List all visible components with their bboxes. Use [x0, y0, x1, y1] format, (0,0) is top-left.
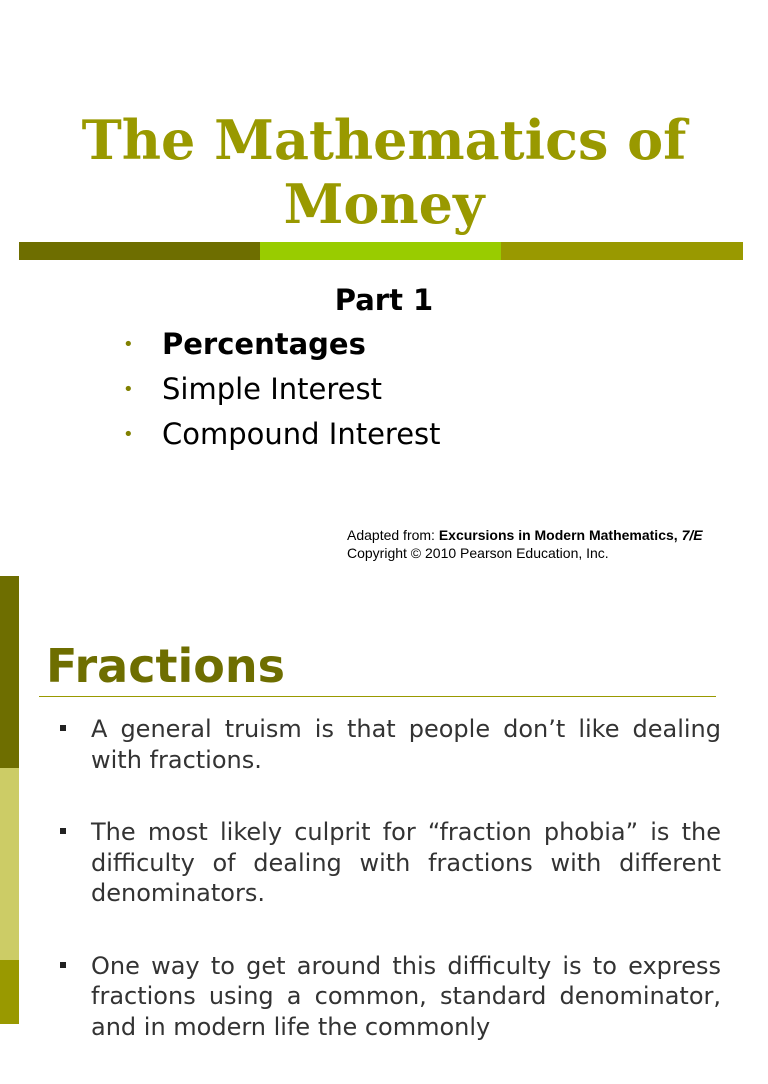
sidebar-band-dark: [0, 576, 19, 768]
slide-title: [0, 108, 768, 236]
source-credit: [347, 526, 703, 562]
credit-book: Excursions in Modern Mathematics,: [438, 527, 682, 543]
sidebar-band-light: [0, 768, 19, 960]
bullet-text: The most likely culprit for “fraction phobia” is the difficulty of dealing with fractions with different denominators.: [91, 818, 721, 907]
heading-rule: [39, 696, 716, 697]
topic-label: Compound Interest: [162, 417, 441, 451]
title-line-2: Money: [283, 172, 485, 236]
square-bullet-icon: [60, 828, 66, 834]
credit-line-1: [347, 526, 703, 544]
bullet-item: [60, 817, 721, 909]
bullet-icon: •: [123, 379, 134, 400]
topic-label: Simple Interest: [162, 372, 382, 406]
sidebar-band-mid: [0, 960, 19, 1024]
fractions-slide: [0, 576, 768, 1041]
bullet-list: [60, 714, 721, 1084]
square-bullet-icon: [60, 725, 66, 731]
bullet-item: [60, 714, 721, 775]
divider-stripe-dark: [19, 242, 260, 260]
topic-list: [120, 322, 441, 457]
divider-stripe-mid: [501, 242, 743, 260]
bullet-icon: •: [123, 424, 134, 445]
topic-item: [120, 412, 441, 457]
credit-edition: 7/E: [681, 527, 703, 543]
bullet-icon: •: [123, 334, 134, 355]
part-label: Part 1: [334, 283, 434, 317]
divider-stripe-light: [260, 242, 501, 260]
bullet-item: [60, 951, 721, 1043]
slide-heading: Fractions: [46, 639, 285, 693]
credit-copyright: Copyright © 2010 Pearson Education, Inc.: [347, 545, 609, 561]
credit-prefix: Adapted from:: [347, 527, 439, 543]
bullet-text: One way to get around this difficulty is to express fractions using a common, standard denominator, and in modern life the commonly: [91, 951, 721, 1041]
topic-label: Percentages: [162, 327, 366, 361]
topic-item: [120, 367, 441, 412]
bullet-text: A general truism is that people don’t like dealing with fractions.: [91, 715, 721, 774]
topic-item: [120, 322, 441, 367]
square-bullet-icon: [60, 962, 66, 968]
title-line-1: The Mathematics of: [81, 108, 687, 172]
